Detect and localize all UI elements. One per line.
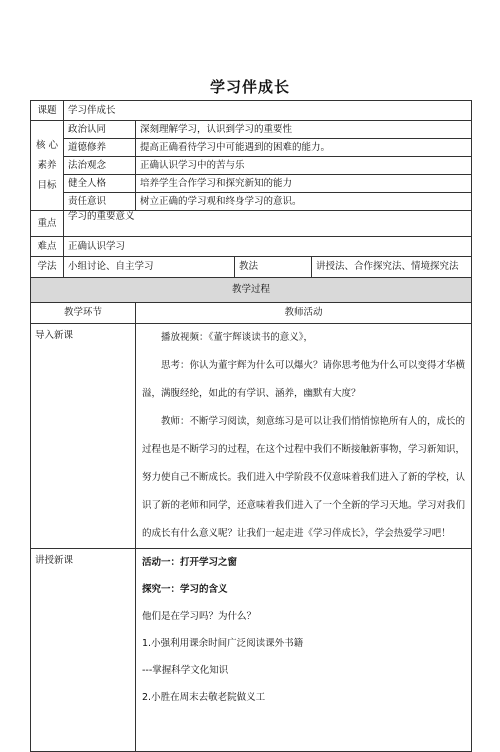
core-goal-name: 责任意识 [64,193,136,211]
teaching-method-value: 讲授法、合作探究法、情境探究法 [312,257,472,278]
intro-paragraph: 播放视频：《董宇辉谈读书的意义》， [161,332,314,343]
intro-content [136,324,472,549]
method-row [31,257,472,278]
core-goal-name: 政治认同 [64,121,136,139]
core-goal-desc: 树立正确的学习观和终身学习的意识。 [136,193,472,211]
core-goal-name: 健全人格 [64,175,136,193]
core-goal-row [31,175,472,193]
list-item: 2.小胜在周末去敬老院做义工 [142,692,266,703]
lesson-label: 课题 [31,101,64,121]
document-title: 学习伴成长 [209,78,290,96]
core-goal-desc: 正确认识学习中的苦与乐 [136,157,472,175]
core-goal-row [31,193,472,211]
core-goal-desc: 提高正确看待学习中可能遇到的困难的能力。 [136,139,472,157]
process-header: 教学过程 [31,278,472,303]
core-goal-name: 法治观念 [64,157,136,175]
intro-row [31,324,472,549]
list-item: 1.小强利用课余时间广泛阅读课外书籍 [142,638,304,649]
key-point-row [31,211,472,237]
difficulty-value: 正确认识学习 [64,237,472,257]
lecture-content [136,549,472,752]
core-goal-row [31,157,472,175]
lesson-plan-table [30,100,472,752]
difficulty-label: 难点 [31,237,64,257]
key-point-value: 学习的重要意义 [64,211,472,237]
learning-method-label: 学法 [31,257,64,278]
lesson-row [31,101,472,121]
intro-label: 导入新课 [31,324,136,549]
core-goal-name: 道德修养 [64,139,136,157]
difficulty-row [31,237,472,257]
activity-heading: 活动一：打开学习之窗 [142,557,238,568]
core-goal-desc: 培养学生合作学习和探究新知的能力 [136,175,472,193]
core-goal-row [31,139,472,157]
teaching-method-label: 教法 [235,257,312,278]
core-goal-label: 核 心 素养 目标 [31,121,64,211]
core-goal-desc: 深刻理解学习，认识到学习的重要性 [136,121,472,139]
core-goal-row [31,121,472,139]
intro-paragraph: 思考：你认为董宇辉为什么可以爆火？请你思考他为什么可以变得才华横溢，满腹经纶，如此的有学识、涵养，幽默有大度？ [142,360,466,399]
process-columns-row [31,303,472,324]
explore-heading: 探究一：学习的含义 [142,584,228,595]
process-col-activity: 教师活动 [136,303,472,324]
lesson-value: 学习伴成长 [64,101,472,121]
process-header-row [31,278,472,303]
key-point-label: 重点 [31,211,64,237]
list-item-note: ---掌握科学文化知识 [142,665,229,676]
lecture-label: 讲授新课 [31,549,136,752]
question-text: 他们是在学习吗？为什么？ [142,611,257,622]
process-col-stage: 教学环节 [31,303,136,324]
lecture-row [31,549,472,752]
intro-paragraph: 教师：不断学习阅读，刻意练习是可以让我们悄悄惊艳所有人的，成长的过程也是不断学习的过程，在这个过程中我们不断接触新事物，学习新知识，努力使自己不断成长。我们进入中学阶段不仅意味着我们进入了新的学校，认识了新的老师和同学，还意味着我们进入了一个全新的学习天地。学习对我们的成长有什么意义呢？让我们一起走进《学习伴成长》，学会热爱学习吧！ [142,416,466,539]
learning-method-value: 小组讨论、自主学习 [64,257,235,278]
